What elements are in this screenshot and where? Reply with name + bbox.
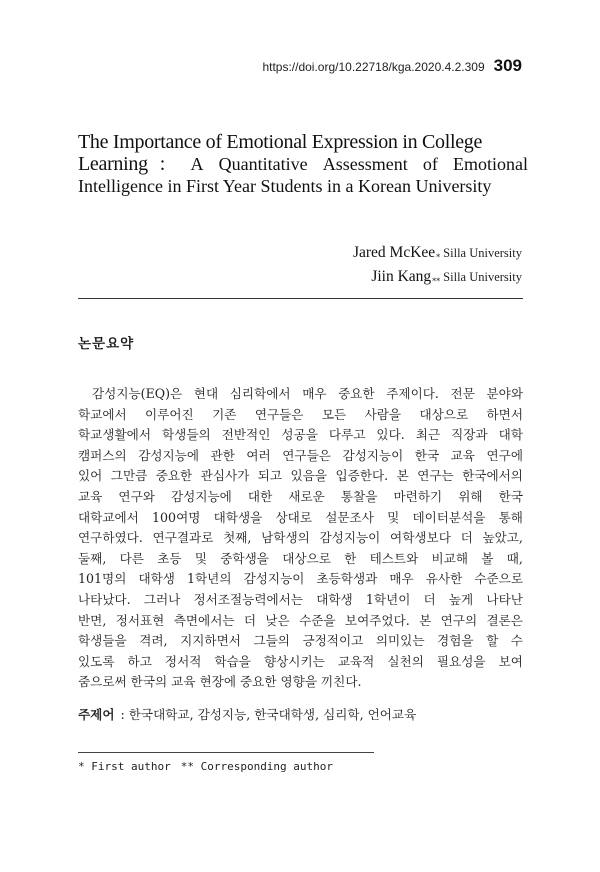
abstract-word: 있음을 <box>290 468 328 484</box>
abstract-word: 분야와 <box>486 386 523 401</box>
abstract-word: 더 <box>423 591 436 607</box>
abstract-word: 유사한 <box>425 571 463 587</box>
title-keyword: Learning <box>78 153 148 175</box>
abstract-word: 상대로 <box>275 509 312 525</box>
abstract-word: 대학 <box>498 427 523 443</box>
abstract-word: 감성지능(EQ)은 <box>92 386 183 401</box>
abstract-word: 연구와 <box>118 488 155 504</box>
abstract-word: 101명의 <box>78 571 127 587</box>
abstract-line <box>78 508 523 529</box>
abstract-word: 설문조사 <box>325 509 374 525</box>
abstract-word: 대한 <box>247 488 273 504</box>
abstract-word: 통해 <box>498 509 523 525</box>
abstract-word: 관한 <box>210 447 235 463</box>
abstract-word: 감성지능이 <box>243 571 305 587</box>
page-header <box>262 56 522 76</box>
title-divider <box>78 298 523 299</box>
abstract-word: 학습을 <box>214 653 251 669</box>
abstract-word: 직장과 <box>451 427 488 443</box>
abstract-word: 그만큼 <box>110 468 148 484</box>
abstract-word: 대학생 <box>316 591 353 607</box>
abstract-word: 그러나 <box>143 591 181 607</box>
abstract-word: 경험을 <box>437 633 474 649</box>
footnote-corresponding-author: ** Corresponding author <box>180 760 334 773</box>
abstract-word: 중요한 <box>155 468 193 484</box>
abstract-word: 감성지능에 <box>138 447 200 463</box>
abstract-word: 본 <box>419 612 432 628</box>
abstract-word: 나타난 <box>486 591 523 607</box>
abstract-word: 실천의 <box>387 653 424 669</box>
abstract-heading: 논문요약 <box>78 336 135 352</box>
abstract-word: 높았고, <box>482 530 523 546</box>
abstract-word: 통찰을 <box>340 488 378 504</box>
abstract-word: 100여명 <box>152 509 201 525</box>
abstract-word: 보여주었다. <box>344 612 410 628</box>
abstract-word: 향상시키는 <box>263 653 325 669</box>
author-entry <box>353 240 522 264</box>
abstract-word: 기존 <box>212 406 237 422</box>
abstract-word: 연구하였다. <box>78 530 143 546</box>
abstract-word: 교육적 <box>337 653 375 669</box>
title-line-3: Intelligence in First Year Students in a Korean University <box>78 176 492 196</box>
abstract-word: 전문 <box>450 386 475 401</box>
abstract-word: 필요성을 <box>436 653 486 669</box>
abstract-word: 대학생 <box>138 571 175 587</box>
paper-title <box>78 131 528 197</box>
abstract-word: 감성지능에 <box>171 488 232 504</box>
subtitle-word: Assessment <box>322 154 408 174</box>
abstract-word: 최근 <box>415 427 441 443</box>
abstract-word: 다루고 <box>328 427 366 443</box>
title-line-2 <box>78 153 528 175</box>
abstract-word: 본 <box>396 468 409 484</box>
abstract-word: 감성지능이 <box>342 447 404 463</box>
abstract-word: 때, <box>506 550 523 566</box>
abstract-word: 높게 <box>448 591 474 607</box>
abstract-word: 첫째, <box>223 530 252 546</box>
abstract-word: 나타났다. <box>78 591 131 607</box>
abstract-line <box>78 405 523 426</box>
author-name: Jiin Kang <box>371 268 432 285</box>
title-line-1: The Importance of Emotional Expression in College <box>78 131 483 153</box>
abstract-word: 대학생을 <box>213 509 263 525</box>
abstract-line <box>78 631 523 652</box>
abstract-word: 학교에서 <box>78 406 127 422</box>
abstract-word: 테스트와 <box>369 550 419 566</box>
abstract-word: 수준으로 <box>474 571 523 587</box>
subtitle-word: Quantitative <box>218 154 308 174</box>
abstract-word: 연구결과로 <box>152 530 214 546</box>
abstract-word: 중학생을 <box>220 550 269 566</box>
abstract-word: 되고 <box>257 468 283 484</box>
subtitle-word: of <box>422 154 438 174</box>
abstract-word: 측면에서는 <box>173 612 235 628</box>
page-number: 309 <box>493 56 522 75</box>
abstract-line <box>78 466 523 487</box>
abstract-word: 대학교에서 <box>78 509 139 525</box>
abstract-word: 있도록 <box>78 653 115 669</box>
abstract-word: 매우 <box>302 386 327 401</box>
abstract-word: 연구에 <box>486 447 523 463</box>
abstract-word: 격려, <box>139 633 168 649</box>
abstract-word: 대상으로 <box>282 550 331 566</box>
abstract-word: 여러 <box>246 447 271 463</box>
author-mark: ** <box>432 277 441 286</box>
abstract-line <box>78 549 523 570</box>
abstract-word: 줌으로써 한국의 교육 현장에 중요한 영향을 끼친다. <box>78 674 362 690</box>
abstract-word: 여학생보다 <box>390 530 451 546</box>
abstract-word: 데이터분석을 <box>412 509 486 525</box>
abstract-word: 학생들을 <box>78 633 127 649</box>
abstract-line <box>78 446 523 467</box>
abstract-word: 연구들은 <box>282 447 331 463</box>
abstract-word: 초등 <box>157 550 182 566</box>
abstract-line <box>78 672 523 693</box>
abstract-word: 1학년이 <box>365 591 411 607</box>
abstract-word: 하면서 <box>486 406 523 422</box>
author-affiliation: Silla University <box>443 270 522 284</box>
abstract-word: 매우 <box>389 571 414 587</box>
abstract-word: 둘째, <box>78 550 107 566</box>
abstract-word: 성공을 <box>281 427 318 443</box>
abstract-word: 관심사가 <box>200 468 250 484</box>
abstract-line <box>78 487 523 508</box>
abstract-word: 더 <box>243 612 257 628</box>
abstract-word: 새로운 <box>288 488 325 504</box>
abstract-word: 한국 <box>414 447 440 463</box>
abstract-word: 있다. <box>376 427 405 443</box>
author-affiliation: Silla University <box>443 246 522 260</box>
abstract-word: 수준을 <box>299 612 336 628</box>
footnote-first-author: * First author <box>78 760 171 773</box>
abstract-line <box>78 528 523 549</box>
abstract-word: 초등학생과 <box>316 571 378 587</box>
abstract-line <box>78 425 523 446</box>
abstract-word: 한국에서의 <box>462 468 523 484</box>
abstract-word: 정서적 <box>164 653 202 669</box>
abstract-word: 있어 <box>78 468 103 484</box>
subtitle-word: Emotional <box>452 154 528 174</box>
doi-link[interactable]: https://doi.org/10.22718/kga.2020.4.2.309 <box>262 60 485 74</box>
abstract-word: 더 <box>460 530 473 546</box>
abstract-word: 및 <box>194 550 207 566</box>
abstract-word: 전반적인 <box>221 427 271 443</box>
abstract-word: 주제이다. <box>386 386 439 401</box>
abstract-line <box>78 590 523 611</box>
abstract-word: 학교생활에서 <box>78 427 151 443</box>
abstract-word: 정서조절능력에서는 <box>193 591 304 607</box>
keywords-separator: : <box>120 707 125 722</box>
abstract-word: 사람을 <box>364 406 402 422</box>
abstract-word: 한 <box>344 550 357 566</box>
abstract-word: 대상으로 <box>419 406 469 422</box>
keywords-label: 주제어 <box>78 707 115 722</box>
abstract-word: 비교해 <box>431 550 469 566</box>
abstract-word: 위해 <box>458 488 483 504</box>
abstract-word: 볼 <box>481 550 494 566</box>
abstract-word: 반면, <box>78 612 107 628</box>
keywords-line <box>78 704 416 723</box>
author-mark: * <box>436 253 441 262</box>
abstract-word: 결론은 <box>486 612 523 628</box>
abstract-word: 연구는 <box>417 468 454 484</box>
author-name: Jared McKee <box>352 244 436 261</box>
abstract-word: 이루어진 <box>145 406 194 422</box>
abstract-line <box>78 384 523 405</box>
footnotes <box>78 760 333 773</box>
author-entry <box>353 264 522 288</box>
abstract-line <box>78 652 523 673</box>
abstract-word: 학생들의 <box>162 427 211 443</box>
abstract-line <box>78 569 523 590</box>
abstract-word: 그들의 <box>253 633 290 649</box>
abstract-word: 캠퍼스의 <box>78 447 127 463</box>
abstract-word: 교육 <box>450 447 475 463</box>
abstract-word: 다른 <box>119 550 144 566</box>
author-list <box>353 240 522 288</box>
abstract-word: 정서표현 <box>115 612 165 628</box>
abstract-word: 하고 <box>127 653 152 669</box>
abstract-word: 1학년의 <box>187 571 232 587</box>
abstract-word: 보여 <box>498 653 523 669</box>
abstract-word: 심리학에서 <box>229 386 291 401</box>
abstract-word: 연구의 <box>440 612 478 628</box>
abstract-word: 교육 <box>78 488 103 504</box>
abstract-word: 연구들은 <box>254 406 304 422</box>
abstract-word: 마련하기 <box>393 488 443 504</box>
abstract-word: 할 <box>486 633 499 649</box>
footnote-divider <box>78 752 374 753</box>
abstract-word: 남학생의 <box>261 530 310 546</box>
abstract-word: 입증한다. <box>335 468 389 484</box>
abstract-word: 의미있는 <box>375 633 425 649</box>
abstract-body <box>78 384 523 693</box>
abstract-word: 수 <box>510 633 523 649</box>
abstract-word: 및 <box>387 509 400 525</box>
abstract-word: 지지하면서 <box>180 633 241 649</box>
abstract-word: 현대 <box>193 386 219 401</box>
subtitle-word: A <box>190 154 204 174</box>
abstract-word: 중요한 <box>338 386 375 401</box>
abstract-word: 감성지능이 <box>319 530 381 546</box>
abstract-line <box>78 611 523 632</box>
title-colon: : <box>159 153 166 175</box>
abstract-word: 모든 <box>321 406 347 422</box>
keywords-text: 한국대학교, 감성지능, 한국대학생, 심리학, 언어교육 <box>128 707 417 722</box>
abstract-word: 긍정적이고 <box>302 633 364 649</box>
abstract-word: 낮은 <box>265 612 290 628</box>
abstract-word: 한국 <box>498 488 523 504</box>
